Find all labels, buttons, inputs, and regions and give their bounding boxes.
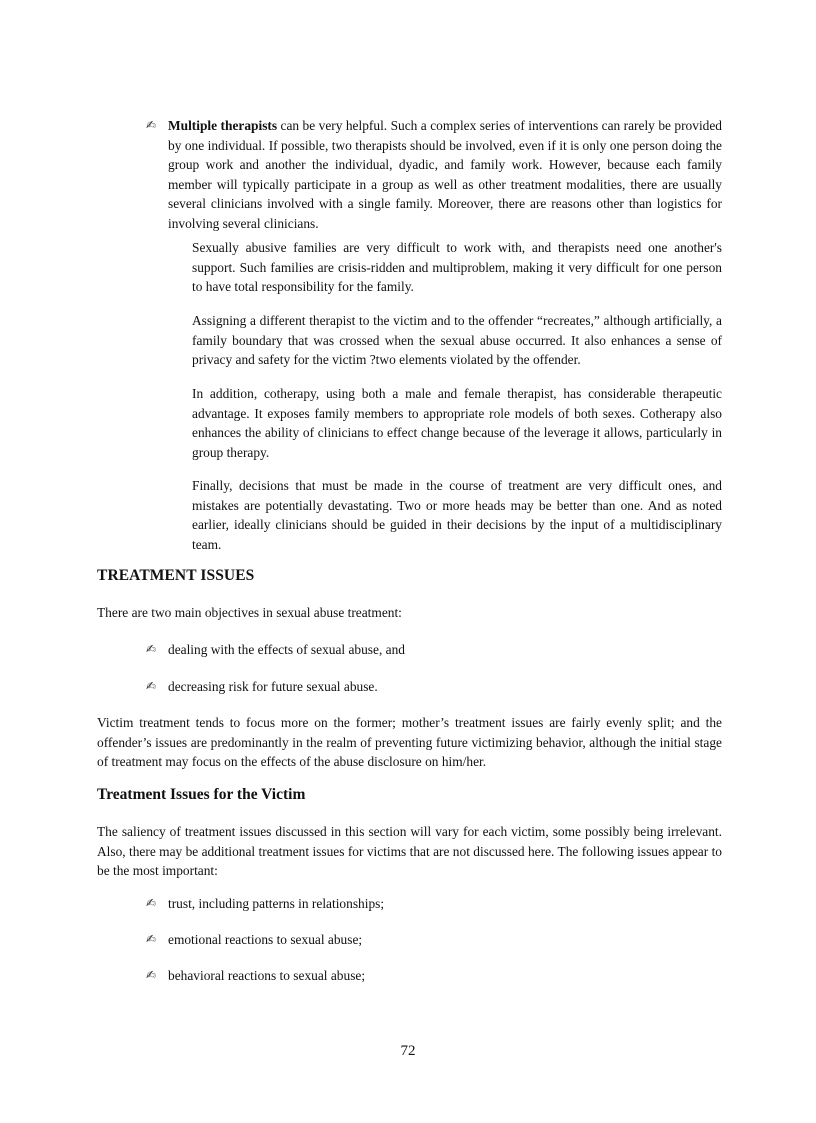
writing-hand-icon: ✍ [146, 968, 157, 982]
multiple-therapists-paragraph [168, 116, 722, 233]
writing-hand-icon: ✍ [146, 118, 157, 132]
reason-paragraph-decisions: Finally, decisions that must be made in the course of treatment are very difficult ones, and mistakes are potentially devastating. Two or more heads may be better than one. And as noted earlier, ideally clinicians should be guided in their decisions by the input of a multidisciplinary team. [192, 478, 722, 552]
writing-hand-icon: ✍ [146, 642, 157, 656]
treatment-issues-heading: TREATMENT ISSUES [97, 567, 255, 584]
multiple-therapists-text: can be very helpful. Such a complex series of interventions can rarely be provided by one individual. If possible, two therapists should be involved, even if it is only one person doing the group work and another the individual, dyadic, and family work. However, because each family member will typically participate in a group as well as other treatment modalities, there are usually several clinicians involved with a single family. Moreover, there are reasons other than logistics for involving several clinicians. [168, 118, 722, 231]
victim-issues-intro: The saliency of treatment issues discussed in this section will vary for each victim, some possibly being irrelevant. Also, there may be additional treatment issues for victims that are not discussed here. The following issues appear to be the most important: [97, 824, 722, 878]
reason-paragraph-support: Sexually abusive families are very difficult to work with, and therapists need one another's support. Such families are crisis-ridden and multiproblem, making it very difficult for one person to have total responsibility for the family. [192, 240, 722, 294]
victim-issue-text: behavioral reactions to sexual abuse; [168, 968, 366, 983]
reason-paragraph-boundary: Assigning a different therapist to the victim and to the offender “recreates,” although artificially, a family boundary that was crossed when the sexual abuse occurred. It also enhances a sense of privacy and safety for the victim ?two elements violated by the offender. [192, 313, 722, 367]
treatment-issues-summary: Victim treatment tends to focus more on the former; mother’s treatment issues are fairly evenly split; and the offender’s issues are predominantly in the realm of preventing future victimizing behavior, although the initial stage of treatment may focus on the effects of the abuse disclosure on him/her. [97, 715, 722, 769]
page-number: 72 [400, 1043, 416, 1059]
reason-paragraph-cotherapy: In addition, cotherapy, using both a male and female therapist, has considerable therapeutic advantage. It exposes family members to appropriate role models of both sexes. Cotherapy also enhances the ability of clinicians to effect change because of the leverage it allows, particularly in group therapy. [192, 386, 722, 460]
objective-text: dealing with the effects of sexual abuse, and [168, 642, 405, 657]
multiple-therapists-term: Multiple therapists [168, 118, 278, 133]
writing-hand-icon: ✍ [146, 679, 157, 693]
victim-issue-text: trust, including patterns in relationships; [168, 896, 385, 911]
treatment-issues-intro: There are two main objectives in sexual abuse treatment: [97, 605, 402, 620]
writing-hand-icon: ✍ [146, 896, 157, 910]
objective-text: decreasing risk for future sexual abuse. [168, 679, 378, 694]
victim-issue-text: emotional reactions to sexual abuse; [168, 932, 363, 947]
writing-hand-icon: ✍ [146, 932, 157, 946]
victim-issues-heading: Treatment Issues for the Victim [97, 786, 306, 803]
